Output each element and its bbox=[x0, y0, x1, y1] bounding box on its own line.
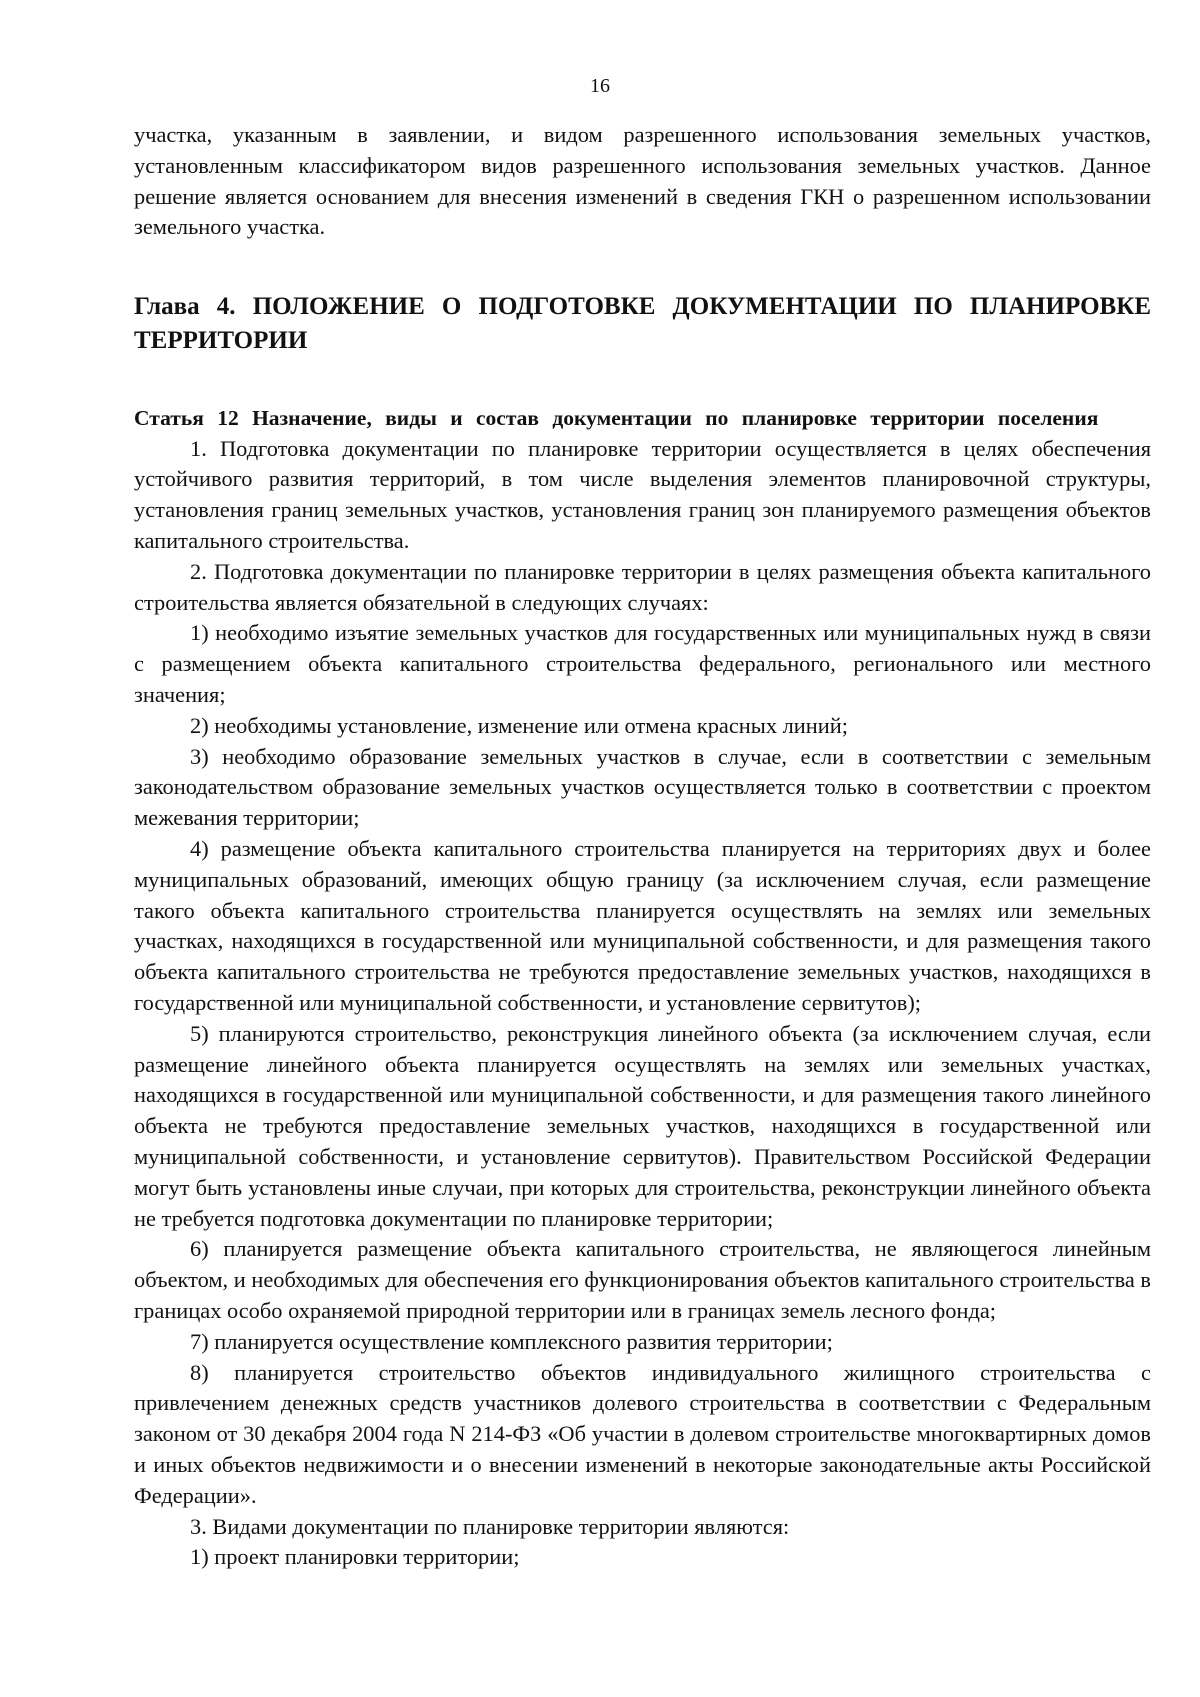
article-heading: Статья 12 Назначение, виды и состав документации по планировке территории поселения bbox=[134, 406, 1099, 431]
list-item: 8) планируется строительство объектов индивидуального жилищного строительства с привлечением денежных средств участников долевого строительства в соответствии с Федеральным законом от 30 декабря 2004 года N 214-ФЗ «Об участии в долевом строительстве многоквартирных домов и иных объектов недвижимости и о внесении изменений в некоторые законодательные акты Российской Федерации». bbox=[134, 1359, 1151, 1508]
list-item: 5) планируются строительство, реконструкция линейного объекта (за исключением случая, если размещение линейного объекта планируется осуществлять на землях или земельных участках, находящихся в государственной или муниципальной собственности, и для размещения такого линейного объекта не требуются предоставление земельных участков, находящихся в государственной или муниципальной собственности, и установление сервитутов). Правительством Российской Федерации могут быть установлены иные случаи, при которых для строительства, реконструкции линейного объекта не требуется подготовка документации по планировке территории; bbox=[134, 1020, 1151, 1231]
list-item: 4) размещение объекта капитального строительства планируется на территориях двух и более муниципальных образований, имеющих общую границу (за исключением случая, если размещение такого объекта капитального строительства планируется осуществлять на землях или земельных участках, находящихся в государственной или муниципальной собственности, и для размещения такого объекта капитального строительства не требуются предоставление земельных участков, находящихся в государственной или муниципальной собственности, и установление сервитутов); bbox=[134, 836, 1151, 1016]
list-item: 3) необходимо образование земельных участков в случае, если в соответствии с земельным законодательством образование земельных участков осуществляется только в соответствии с проектом межевания территории; bbox=[134, 743, 1151, 831]
list-item: 1) необходимо изъятие земельных участков для государственных или муниципальных нужд в связи с размещением объекта капитального строительства федерального, регионального или местного значения; bbox=[134, 620, 1151, 708]
paragraph: 1. Подготовка документации по планировке территории осуществляется в целях обеспечения устойчивого развития территорий, в том числе выделения элементов планировочной структуры, установления границ земельных участков, установления границ зон планируемого размещения объектов капитального строительства. bbox=[134, 435, 1151, 554]
page-number: 16 bbox=[590, 75, 610, 97]
paragraph: 3. Видами документации по планировке территории являются: bbox=[190, 1513, 790, 1539]
intro-paragraph: участка, указанным в заявлении, и видом разрешенного использования земельных участков, установленным классификатором видов разрешенного использования земельных участков. Данное решение является основанием для внесения изменений в сведения ГКН о разрешенном использовании земельного участка. bbox=[134, 122, 1151, 240]
list-item: 6) планируется размещение объекта капитального строительства, не являющегося линейным объектом, и необходимых для обеспечения его функционирования объектов капитального строительства в границах особо охраняемой природной территории или в границах земель лесного фонда; bbox=[134, 1236, 1151, 1323]
paragraph: 2. Подготовка документации по планировке территории в целях размещения объекта капитального строительства является обязательной в следующих случаях: bbox=[134, 558, 1151, 615]
list-item: 7) планируется осуществление комплексного развития территории; bbox=[190, 1328, 833, 1354]
chapter-heading: Глава 4. ПОЛОЖЕНИЕ О ПОДГОТОВКЕ ДОКУМЕНТАЦИИ ПО ПЛАНИРОВКЕ ТЕРРИТОРИИ bbox=[134, 293, 1151, 355]
list-item: 2) необходимы установление, изменение или отмена красных линий; bbox=[190, 712, 848, 738]
page-content bbox=[134, 120, 1151, 1573]
list-item: 1) проект планировки территории; bbox=[190, 1544, 520, 1570]
